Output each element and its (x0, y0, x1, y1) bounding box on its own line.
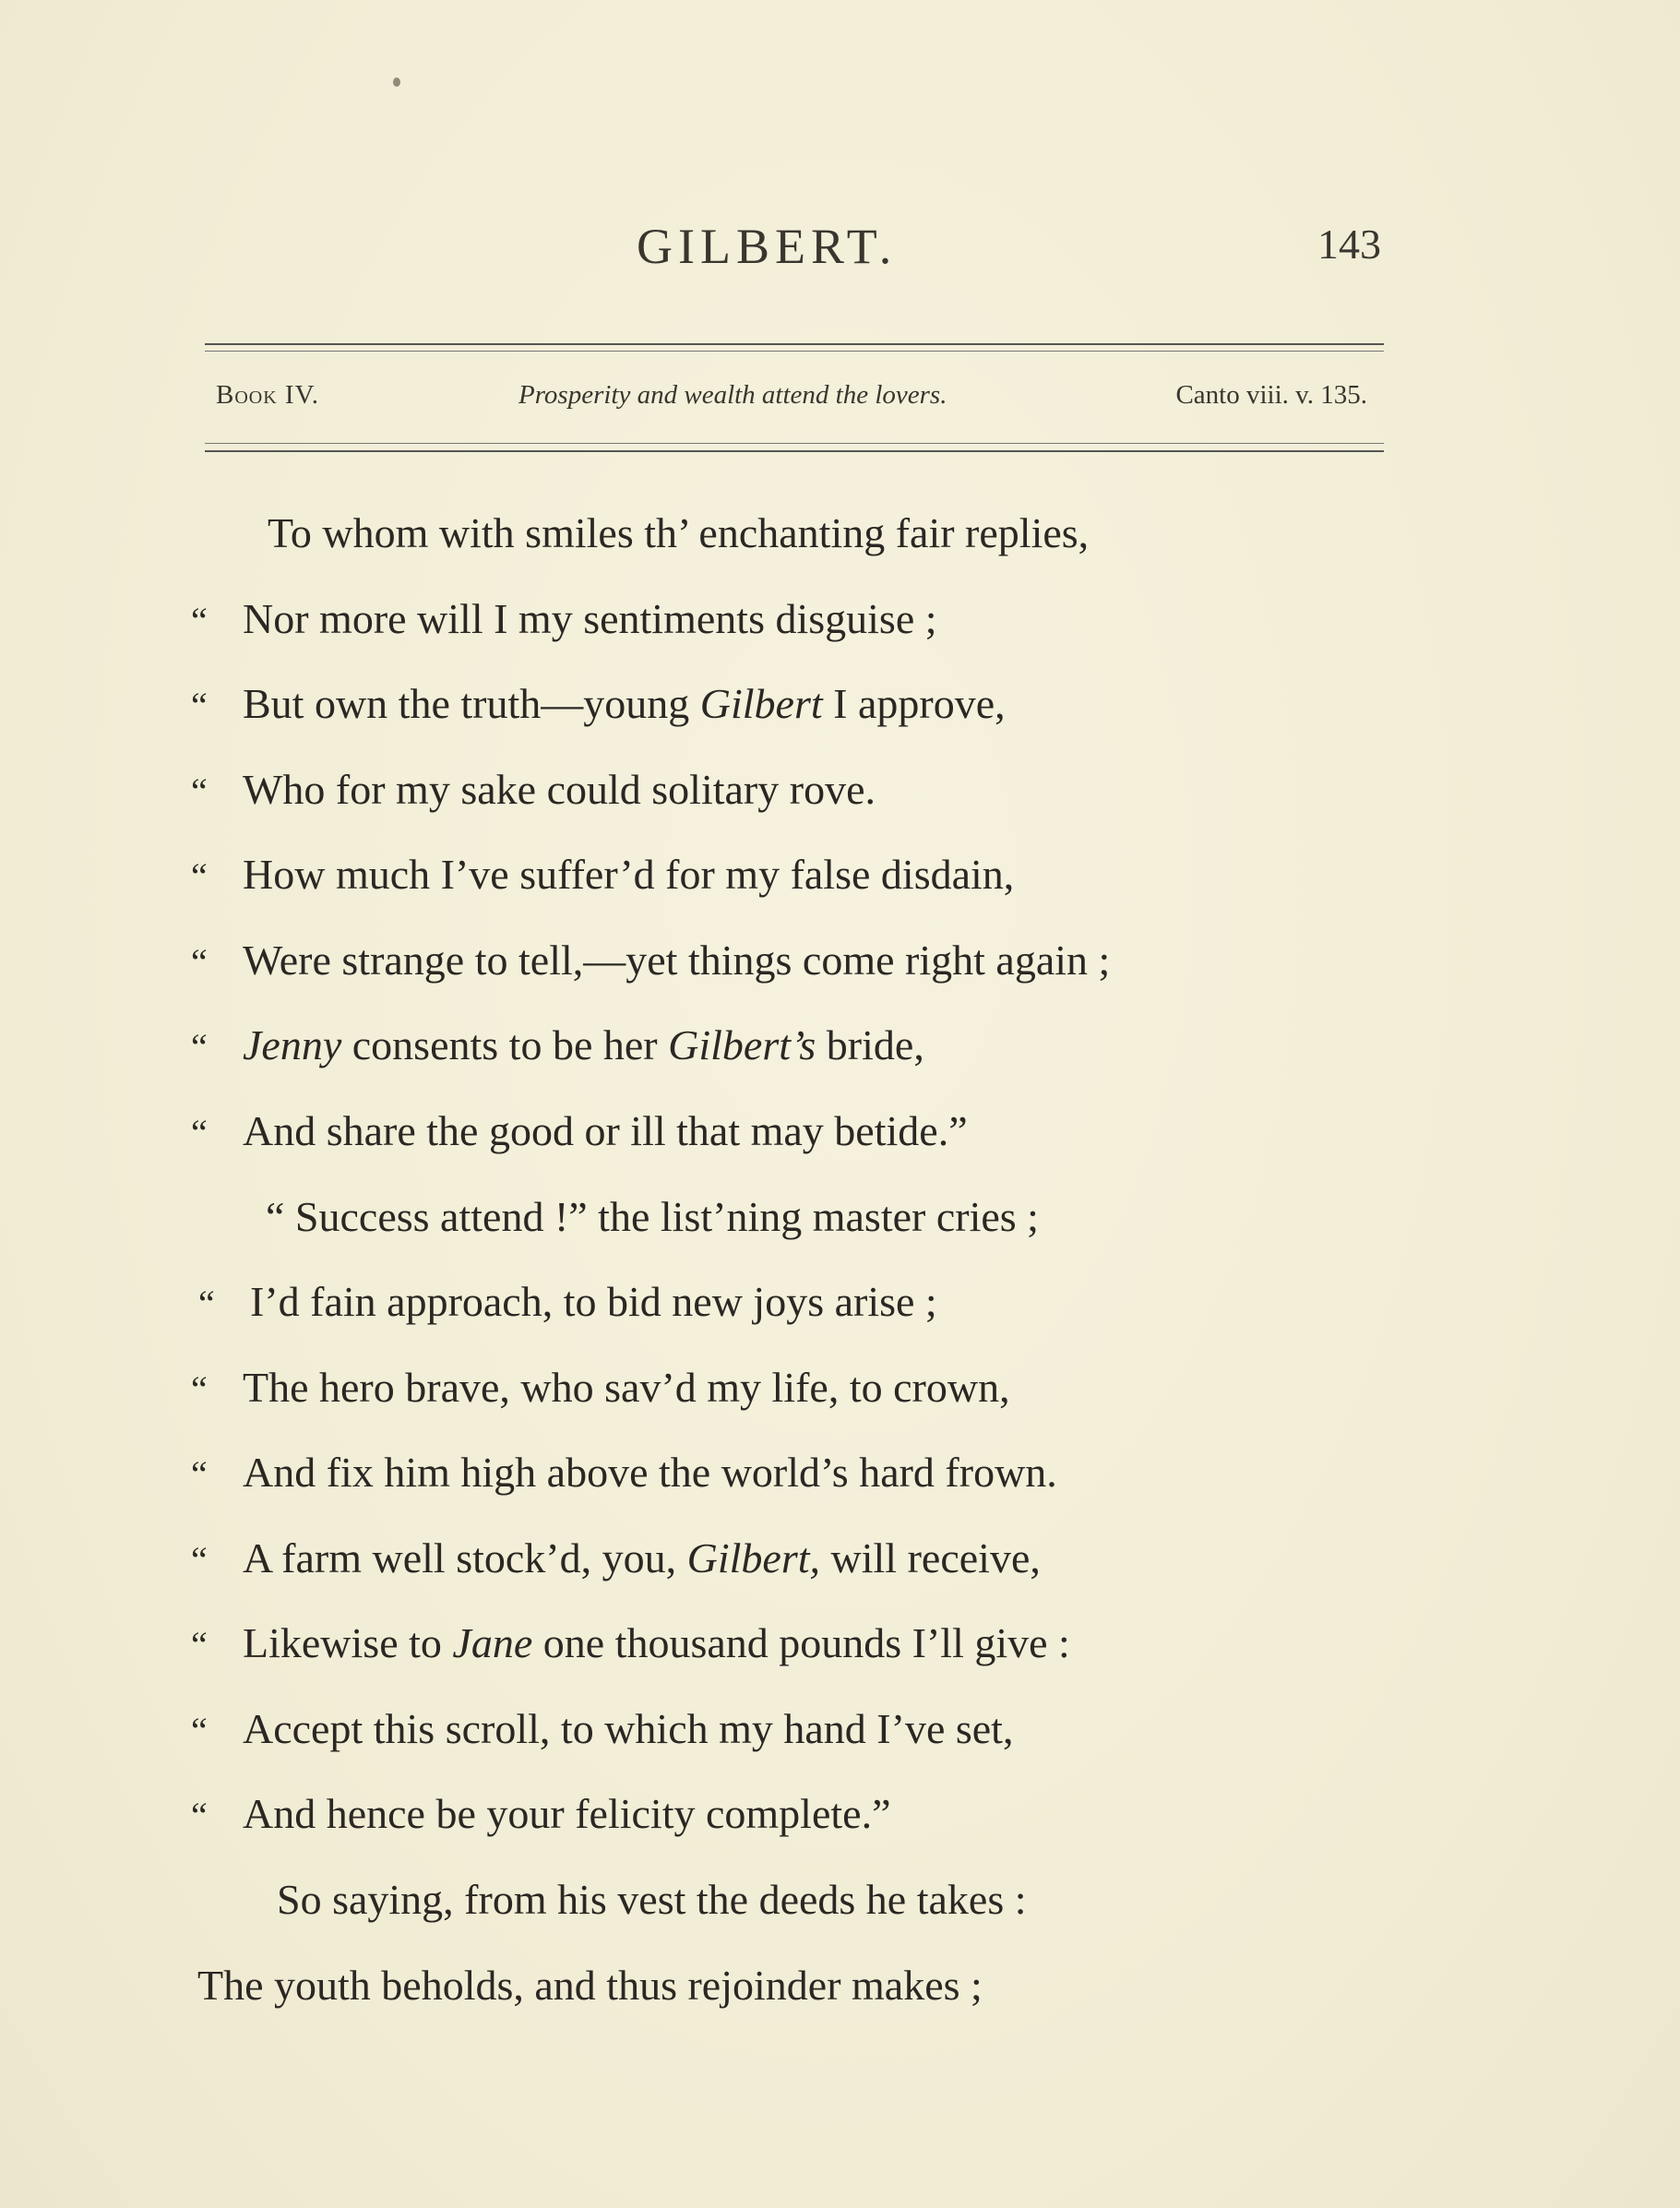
verse-line: “ And share the good or ill that may betide.” (191, 1107, 968, 1154)
verse-line: “ The hero brave, who sav’d my life, to crown, (191, 1364, 1010, 1411)
header-rule-bottom (205, 450, 1384, 452)
page-number: 143 (1317, 221, 1381, 268)
page-title: GILBERT. (637, 219, 898, 274)
paper-speck (393, 78, 400, 87)
verse-line: “ And hence be your felicity complete.” (191, 1790, 891, 1837)
subheader (205, 380, 1384, 426)
topic-summary: Prosperity and wealth attend the lovers. (518, 380, 947, 410)
header-rule-bottom-thin (205, 443, 1384, 444)
verse-line: “ How much I’ve suffer’d for my false disdain, (191, 851, 1015, 898)
verse-line: “ Were strange to tell,—yet things come right again ; (191, 937, 1111, 984)
verse-line: “ Likewise to Jane one thousand pounds I’ll give : (191, 1619, 1070, 1666)
book-label: Book IV. (216, 380, 320, 410)
verse-line: “ Nor more will I my sentiments disguise ; (191, 595, 937, 642)
verse-line: “ But own the truth—young Gilbert I approve, (191, 680, 1006, 727)
running-head (0, 218, 1680, 282)
verse-line: “ Who for my sake could solitary rove. (191, 766, 876, 813)
header-rule-top (205, 343, 1384, 345)
verse-line: The youth beholds, and thus rejoinder makes ; (197, 1962, 983, 2009)
verse-line: “ Success attend !” the list’ning master cries ; (266, 1193, 1039, 1240)
verse-line: “ A farm well stock’d, you, Gilbert, will receive, (191, 1534, 1041, 1581)
header-rule-top-thin (205, 351, 1384, 352)
verse-line: “ Accept this scroll, to which my hand I’ve set, (191, 1705, 1014, 1752)
canto-reference: Canto viii. v. 135. (1175, 380, 1367, 410)
verse-line: “ Jenny consents to be her Gilbert’s bride, (191, 1021, 924, 1068)
verse-line: “ And fix him high above the world’s hard frown. (191, 1449, 1057, 1496)
verse-line: To whom with smiles th’ enchanting fair replies, (268, 509, 1090, 556)
verse-line: “ I’d fain approach, to bid new joys arise ; (198, 1278, 937, 1325)
verse-line: So saying, from his vest the deeds he takes : (277, 1876, 1027, 1923)
